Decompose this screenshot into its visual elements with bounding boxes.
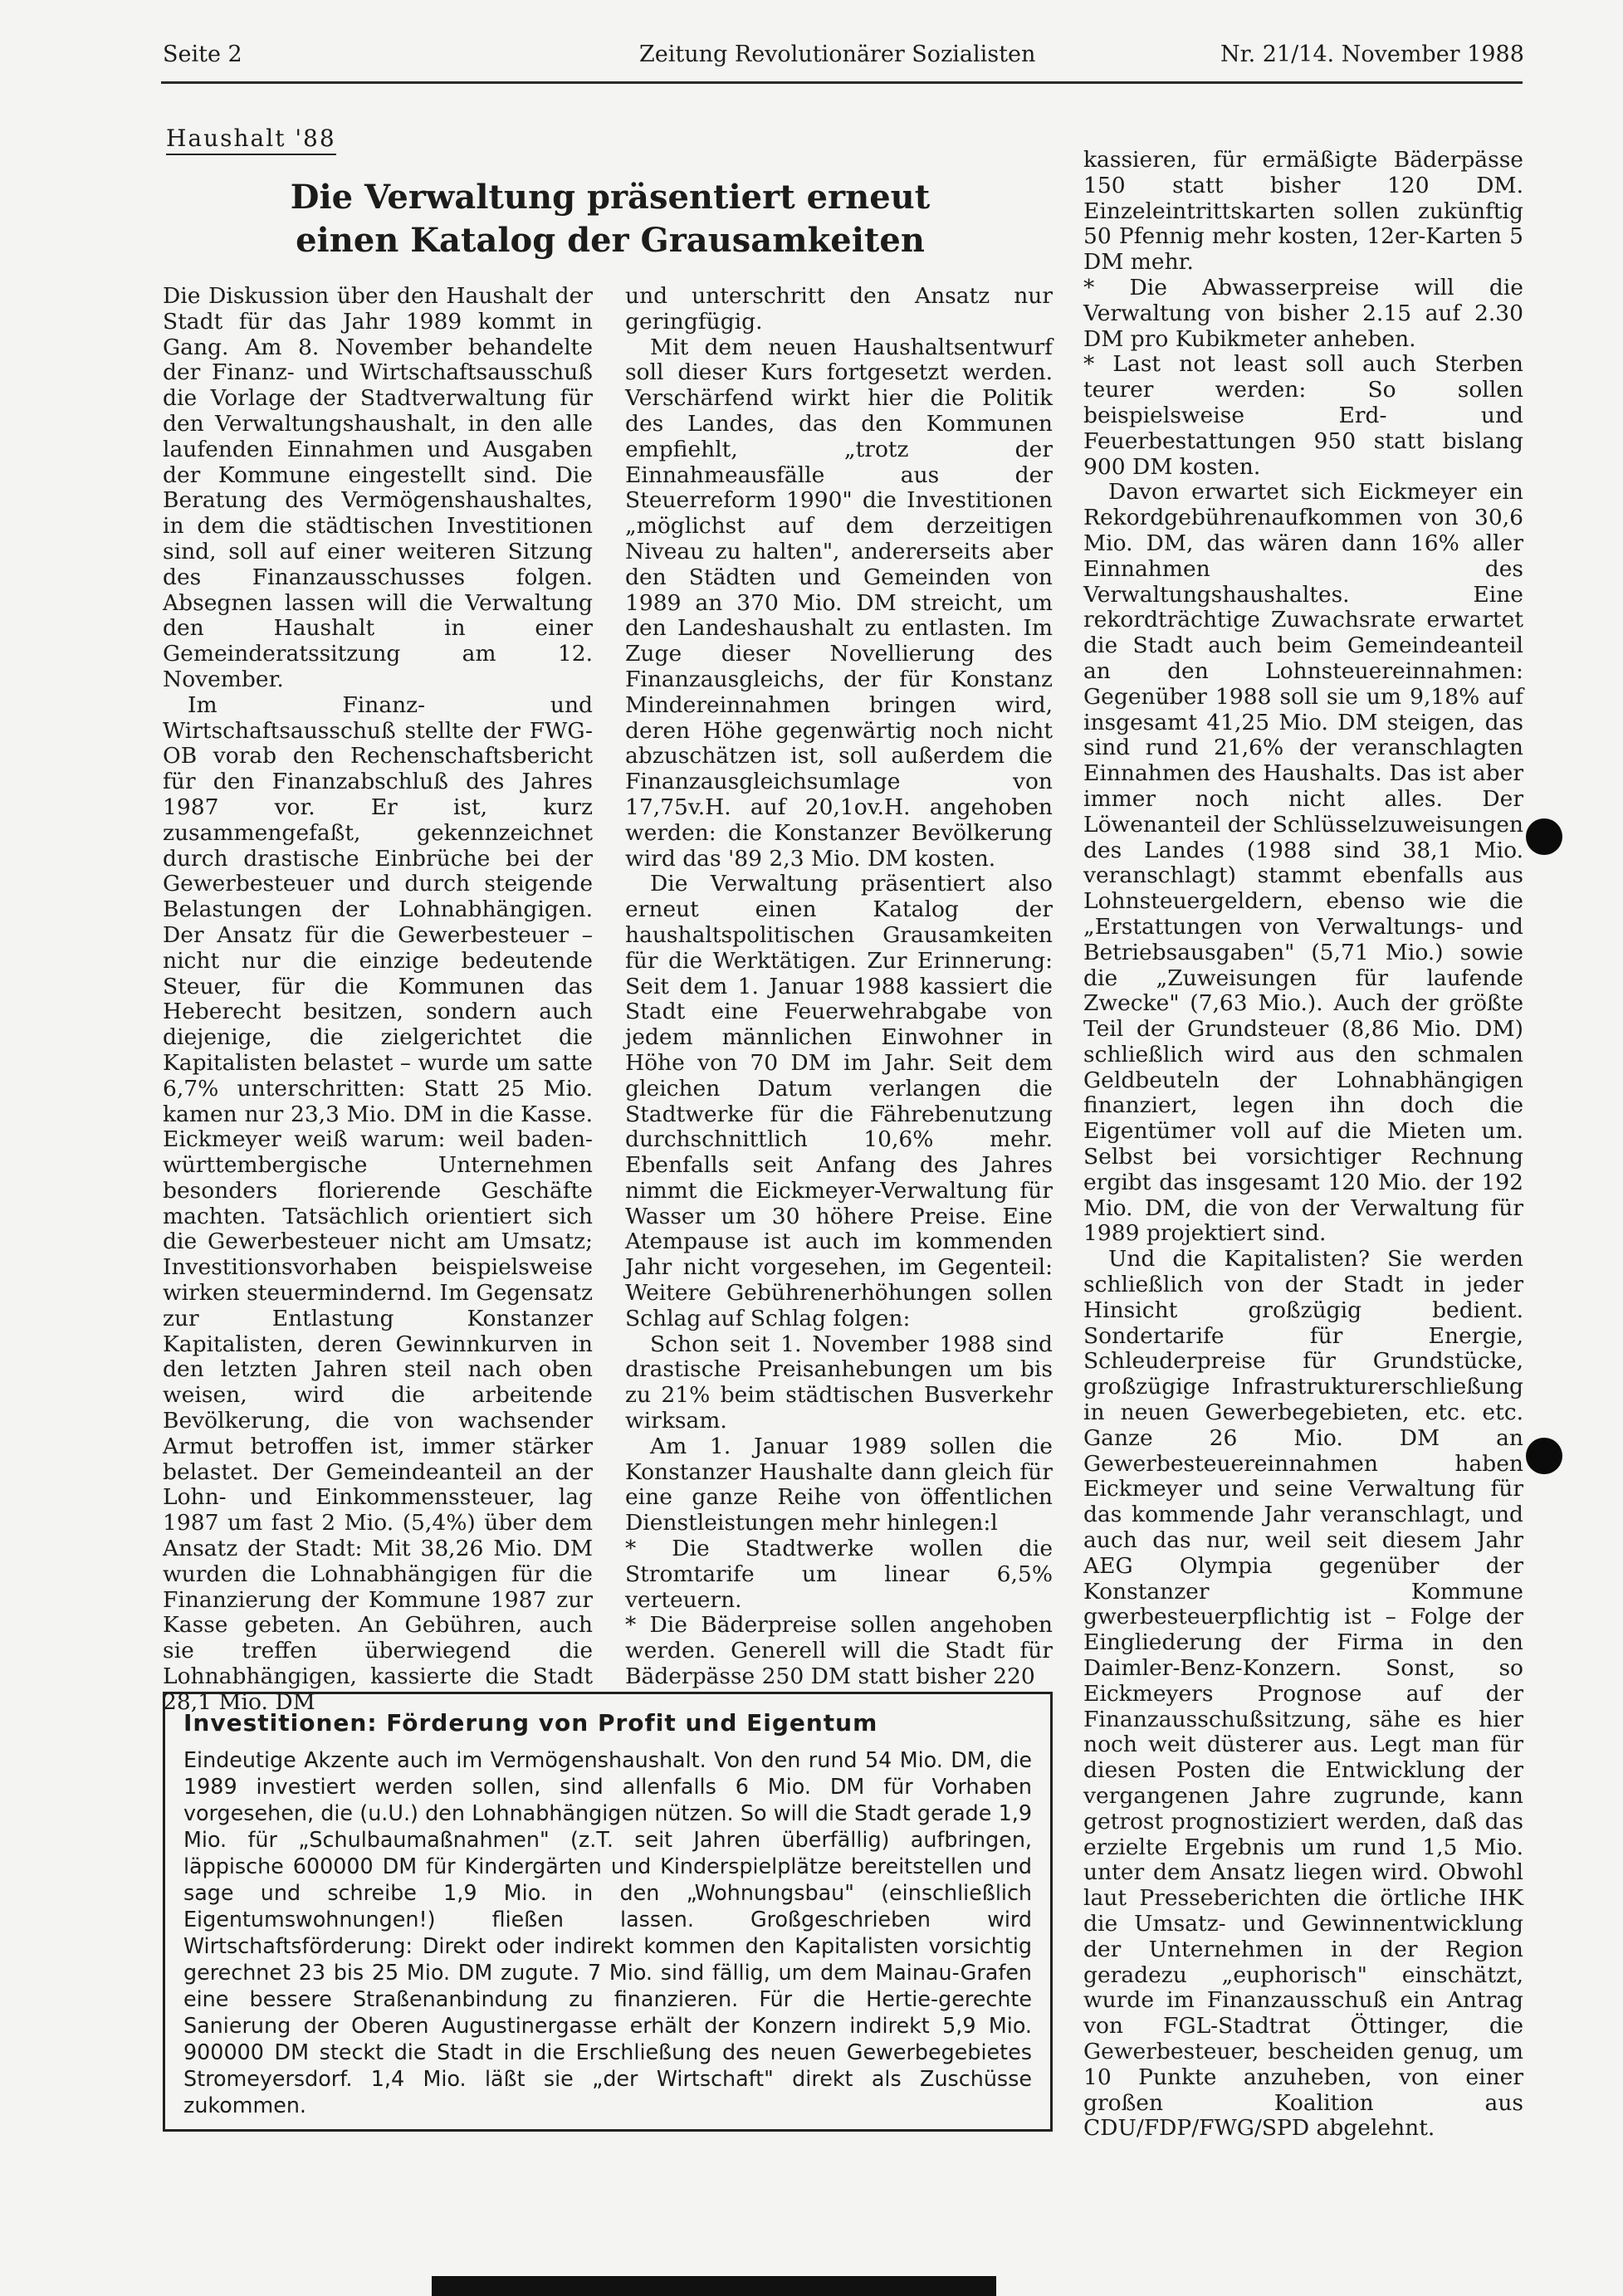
paragraph: Schon seit 1. November 1988 sind drastische Preisanhebungen um bis zu 21% beim städtischen Busverkehr wirksam.	[625, 1331, 1053, 1434]
sidebar-box-text: Eindeutige Akzente auch im Vermögenshaushalt. Von den rund 54 Mio. DM, die 1989 investiert werden sollen, sind allenfalls 6 Mio. DM für Vorhaben vorgesehen, die (u.U.) den Lohnabhängigen nützen. So will die Stadt gerade 1,9 Mio. für „Schulbaumaßnahmen" (z.T. seit Jahren überfällig) aufbringen, läppische 600000 DM für Kindergärten und Kinderspielplätze bereitstellen und sage und schreibe 1,9 Mio. in den „Wohnungsbau" (einschließlich Eigentumswohnungen!) fließen lassen. Großgeschrieben wird Wirtschaftsförderung: Direkt oder indirekt kommen den Kapitalisten vorsichtig gerechnet 23 bis 25 Mio. DM zugute. 7 Mio. sind fällig, um dem Mainau-Grafen eine bessere Straßenanbindung zu finanzieren. Für die Hertie-gerechte Sanierung der Oberen Augustinergasse erhält der Konzern indirekt 5,9 Mio. 900000 DM steckt die Stadt in die Erschließung des neuen Gewerbegebietes Stromeyersdorf. 1,4 Mio. läßt sie „der Wirtschaft" direkt als Zuschüsse zukommen.	[183, 1747, 1032, 2118]
header-rule	[161, 81, 1523, 84]
rubric-label: Haushalt '88	[166, 125, 336, 155]
sidebar-box-title: Investitionen: Förderung von Profit und Eigentum	[183, 1709, 878, 1737]
paragraph: Die Diskussion über den Haushalt der Stadt für das Jahr 1989 kommt in Gang. Am 8. November behandelte der Finanz- und Wirtschaftsausschuß die Vorlage der Stadtverwaltung für den Verwaltungshaushalt, in den alle laufenden Einnahmen und Ausgaben der Kommune eingestellt sind. Die Beratung des Vermögenshaushaltes, in dem die städtischen Investitionen sind, soll auf einer weiteren Sitzung des Finanzausschusses folgen. Absegnen lassen will die Verwaltung den Haushalt in einer Gemeinderatssitzung am 12. November.	[163, 283, 593, 692]
paragraph: Im Finanz- und Wirtschaftsausschuß stellte der FWG-OB vorab den Rechenschaftsbericht für den Finanzabschluß des Jahres 1987 vor. Er ist, kurz zusammengefaßt, gekennzeichnet durch drastische Einbrüche bei der Gewerbesteuer und durch steigende Belastungen der Lohnabhängigen. Der Ansatz für die Gewerbesteuer – nicht nur die einzige bedeutende Steuer, für die Kommunen das Heberecht besitzen, sondern auch diejenige, die zielgerichtet die Kapitalisten belastet – wurde um satte 6,7% unterschritten: Statt 25 Mio. kamen nur 23,3 Mio. DM in die Kasse. Eickmeyer weiß warum: weil baden-württembergische Unternehmen besonders florierende Geschäfte machten. Tatsächlich orientiert sich die Gewerbesteuer nicht am Umsatz; Investitionsvorhaben beispielsweise wirken steuermindernd. Im Gegensatz zur Entlastung Konstanzer Kapitalisten, deren Gewinnkurven in den letzten Jahren steil nach oben weisen, wird die arbeitende Bevölkerung, die von wachsender Armut betroffen ist, immer stärker belastet. Der Gemeindeanteil an der Lohn- und Einkommenssteuer, lag 1987 um fast 2 Mio. (5,4%) über dem Ansatz der Stadt: Mit 38,26 Mio. DM wurden die Lohnabhängigen für die Finanzierung der Kommune 1987 zur Kasse gebeten. An Gebühren, auch sie treffen überwiegend die Lohnabhängigen, kassierte die Stadt 28,1 Mio. DM	[163, 691, 593, 1715]
issue-date: Nr. 21/14. November 1988	[1220, 42, 1524, 67]
column-3	[1083, 148, 1523, 2142]
paragraph: Davon erwartet sich Eickmeyer ein Rekordgebührenaufkommen von 30,6 Mio. DM, das wären dann 16% aller Einnahmen des Verwaltungshaushaltes. Eine rekordträchtige Zuwachsrate erwartet die Stadt auch beim Gemeindeanteil an den Lohnsteuereinnahmen: Gegenüber 1988 soll sie um 9,18% auf insgesamt 41,25 Mio. DM steigen, das sind rund 21,6% der veranschlagten Einnahmen des Haushalts. Das ist aber immer noch nicht alles. Der Löwenanteil der Schlüsselzuweisungen des Landes (1988 sind 38,1 Mio. veranschlagt) stammt ebenfalls aus Lohnsteuergeldern, ebenso wie die „Erstattungen von Verwaltungs- und Betriebsausgaben" (5,71 Mio.) sowie die „Zuweisungen für laufende Zwecke" (7,63 Mio.). Auch der größte Teil der Grundsteuer (8,86 Mio. DM) schließlich wird aus den schmalen Geldbeuteln der Lohnabhängigen finanziert, legen ihn doch die Eigentümer voll auf die Mieten um. Selbst bei vorsichtiger Rechnung ergibt das insgesamt 120 Mio. der 192 Mio. DM, die von der Verwaltung für 1989 projektiert sind.	[1083, 479, 1523, 1247]
article-title-line-2: einen Katalog der Grausamkeiten	[296, 221, 925, 260]
column-1	[163, 284, 593, 1716]
page-number: Seite 2	[163, 42, 242, 67]
bullet-item: * Die Bäderpreise sollen angehoben werden. Generell will die Stadt für Bäderpässe 250 DM statt bisher 220	[625, 1612, 1053, 1690]
article-title-line-1: Die Verwaltung präsentiert erneut	[290, 178, 931, 217]
paragraph: Die Verwaltung präsentiert also erneut einen Katalog der haushaltspolitischen Grausamkeiten für die Werktätigen. Zur Erinnerung: Seit dem 1. Januar 1988 kassiert die Stadt eine Feuerwehrabgabe von jedem männlichen Einwohner in Höhe von 70 DM im Jahr. Seit dem gleichen Datum verlangen die Stadtwerke für die Fährebenutzung durchschnittlich 10,6% mehr. Ebenfalls seit Anfang des Jahres nimmt die Eickmeyer-Verwaltung für Wasser um 30 höhere Preise. Eine Atempause ist auch im kommenden Jahr nicht vorgesehen, im Gegenteil: Weitere Gebührenerhöhungen sollen Schlag auf Schlag folgen:	[625, 871, 1053, 1331]
paragraph: Und die Kapitalisten? Sie werden schließlich von der Stadt in jeder Hinsicht großzügig bedient. Sondertarife für Energie, Schleuderpreise für Grundstücke, großzügige Infrastrukturerschließung in neuen Gewerbegebieten, etc. etc. Ganze 26 Mio. DM an Gewerbesteuereinnahmen haben Eickmeyer und seine Verwaltung für das kommende Jahr veranschlagt, und auch das nur, weil seit diesem Jahr AEG Olympia gegenüber der Konstanzer Kommune gwerbesteuerpflichtig ist – Folge der Eingliederung der Firma in den Daimler-Benz-Konzern. Sonst, so Eickmeyers Prognose auf der Finanzausschußsitzung, sähe es hier noch weit düsterer aus. Legt man für diesen Posten die Entwicklung der vergangenen Jahre zugrunde, kann getrost prognostiziert werden, daß das erzielte Ergebnis um rund 1,5 Mio. unter dem Ansatz liegen wird. Obwohl laut Presseberichten die örtliche IHK die Umsatz- und Gewinnentwicklung der Unternehmen in der Region geradezu „euphorisch" einschätzt, wurde im Finanzausschuß ein Antrag von FGL-Stadtrat Öttinger, die Gewerbesteuer, bescheiden genug, um 10 Punkte anzuheben, von einer großen Koalition aus CDU/FDP/FWG/SPD abgelehnt.	[1083, 1246, 1523, 2142]
punch-hole-top	[1526, 818, 1562, 855]
investment-sidebar-box	[163, 1692, 1053, 2132]
column-2	[625, 284, 1053, 1690]
bullet-item: * Die Abwasserpreise will die Verwaltung von bisher 2.15 auf 2.30 DM pro Kubikmeter anheben.	[1083, 274, 1523, 352]
punch-hole-bottom	[1526, 1438, 1562, 1474]
bullet-item: * Die Stadtwerke wollen die Stromtarife um linear 6,5% verteuern.	[625, 1536, 1053, 1613]
paragraph: und unterschritt den Ansatz nur geringfügig.	[625, 283, 1053, 335]
scan-edge-strip	[432, 2276, 996, 2296]
bullet-item: * Last not least soll auch Sterben teurer werden: So sollen beispielsweise Erd- und Feuerbestattungen 950 statt bislang 900 DM kosten.	[1083, 351, 1523, 480]
publication-title: Zeitung Revolutionärer Sozialisten	[639, 42, 1036, 67]
paragraph: Mit dem neuen Haushaltsentwurf soll dieser Kurs fortgesetzt werden. Verschärfend wirkt hier die Politik des Landes, das den Kommunen empfiehlt, „trotz der Einnahmeausfälle aus der Steuerreform 1990" die Investitionen „möglichst auf dem derzeitigen Niveau zu halten", andererseits aber den Städten und Gemeinden von 1989 an 370 Mio. DM streicht, um den Landeshaushalt zu entlasten. Im Zuge dieser Novellierung des Finanzausgleichs, der für Konstanz Mindereinnahmen bringen wird, deren Höhe gegenwärtig noch nicht abzuschätzen ist, soll außerdem die Finanzausgleichsumlage von 17,75v.H. auf 20,1ov.H. angehoben werden: die Konstanzer Bevölkerung wird das '89 2,3 Mio. DM kosten.	[625, 334, 1053, 872]
paragraph: kassieren, für ermäßigte Bäderpässe 150 statt bisher 120 DM. Einzeleintrittskarten sollen zukünftig 50 Pfennig mehr kosten, 12er-Karten 5 DM mehr.	[1083, 147, 1523, 276]
paragraph: Am 1. Januar 1989 sollen die Konstanzer Haushalte dann gleich für eine ganze Reihe von öffentlichen Dienstleistungen mehr hinlegen:l	[625, 1433, 1053, 1536]
article-title	[166, 176, 1054, 262]
